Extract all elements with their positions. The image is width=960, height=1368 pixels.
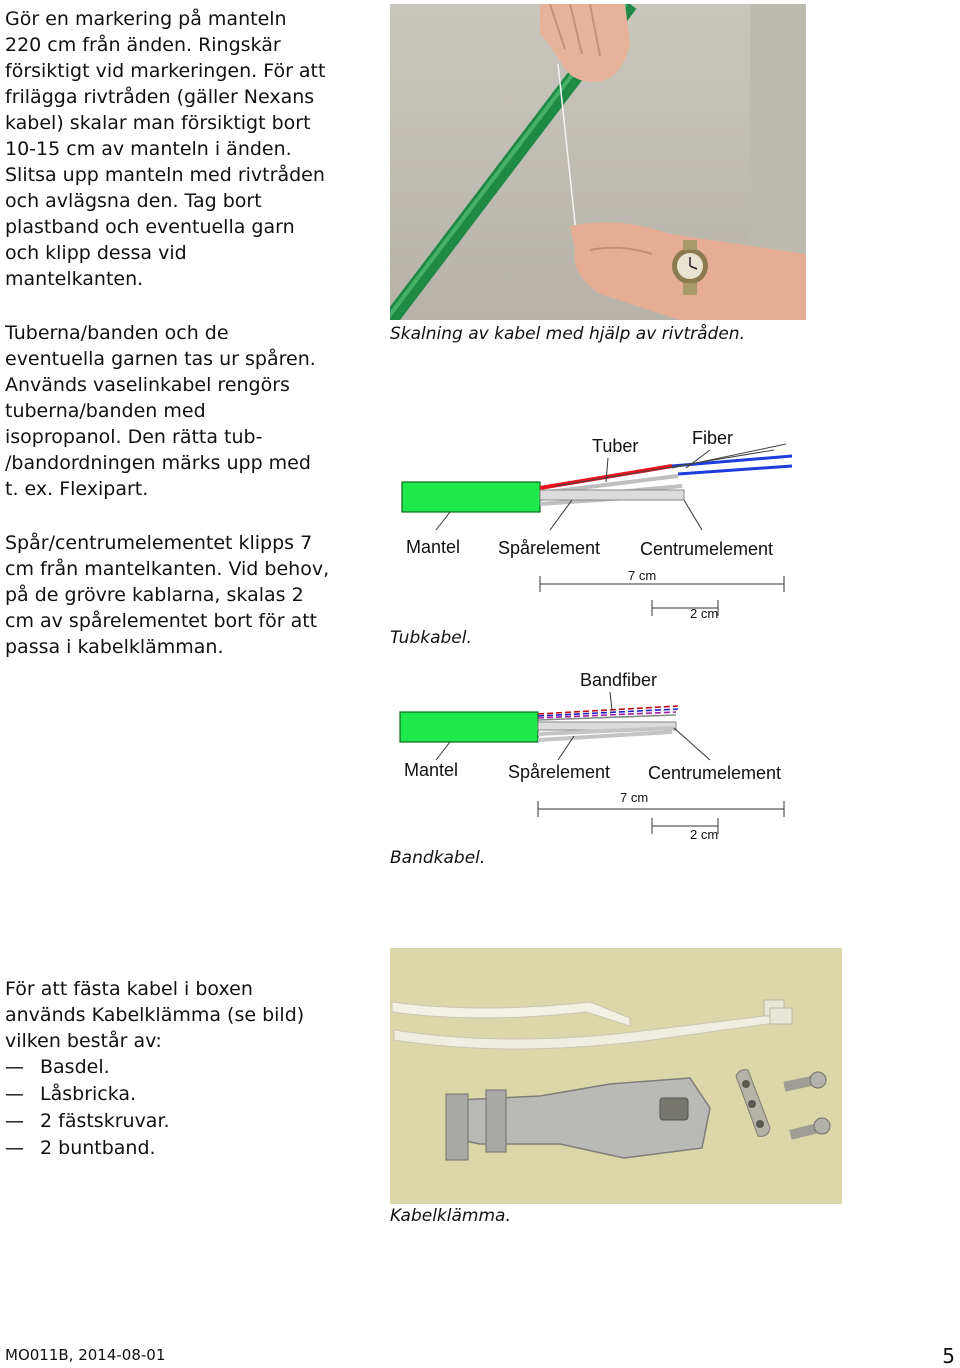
document-id: MO011B, 2014-08-01 — [5, 1346, 166, 1364]
cable-sheath — [400, 712, 538, 742]
label-centrumelement: Centrumelement — [640, 539, 774, 559]
list-item: — 2 buntband. — [5, 1137, 156, 1159]
label-mantel: Mantel — [406, 537, 461, 557]
list-item: — 2 fästskruvar. — [5, 1110, 170, 1132]
ribbon-cable-diagram — [390, 666, 810, 852]
tube-cable-diagram — [390, 420, 810, 630]
dim-2cm: 2 cm — [690, 606, 719, 621]
cable-stripping-photo — [390, 4, 806, 320]
instruction-paragraph-1: Gör en markering på manteln 220 cm från änden. Ringskär försiktigt vid markeringen. För att frilägga rivtråden (gäller Nexans kabel) skalar man försiktigt bort 10-15 cm av manteln i änden. Slitsa upp manteln med rivtråden och avlägsna den. Tag bort plastband och eventuella garn och klipp dessa vid mantelkanten. — [5, 8, 326, 290]
diagram-caption: Bandkabel. — [390, 848, 486, 868]
cable-sheath — [402, 482, 540, 512]
cable-clamp-photo — [390, 948, 842, 1204]
label-sparelement: Spårelement — [498, 538, 601, 558]
label-tuber: Tuber — [592, 436, 639, 456]
label-fiber: Fiber — [692, 428, 734, 448]
parts-list — [5, 1054, 170, 1162]
list-item: — Låsbricka. — [5, 1083, 137, 1105]
list-item: — Basdel. — [5, 1056, 110, 1078]
page-number: 5 — [942, 1344, 955, 1368]
label-centrumelement: Centrumelement — [648, 763, 782, 783]
dim-2cm: 2 cm — [690, 827, 719, 842]
label-sparelement: Spårelement — [508, 762, 611, 782]
photo-caption: Skalning av kabel med hjälp av rivtråden. — [390, 324, 745, 344]
dim-7cm: 7 cm — [620, 790, 649, 805]
photo-caption: Kabelklämma. — [390, 1206, 511, 1226]
dim-7cm: 7 cm — [628, 568, 657, 583]
instruction-paragraph-4: För att fästa kabel i boxen används Kabelklämma (se bild) vilken består av: — [5, 978, 305, 1052]
label-mantel: Mantel — [404, 760, 459, 780]
diagram-caption: Tubkabel. — [390, 628, 472, 648]
label-bandfiber: Bandfiber — [580, 670, 658, 690]
instruction-paragraph-2: Tuberna/banden och de eventuella garnen tas ur spåren. Används vaselinkabel rengörs tuberna/banden med isopropanol. Den rätta tub- /bandordningen märks upp med t. ex. Flexipart. — [5, 322, 316, 500]
instruction-paragraph-3: Spår/centrumelementet klipps 7 cm från mantelkanten. Vid behov, på de grövre kablarna, skalas 2 cm av spårelementet bort för att passa i kabelklämman. — [5, 532, 330, 658]
